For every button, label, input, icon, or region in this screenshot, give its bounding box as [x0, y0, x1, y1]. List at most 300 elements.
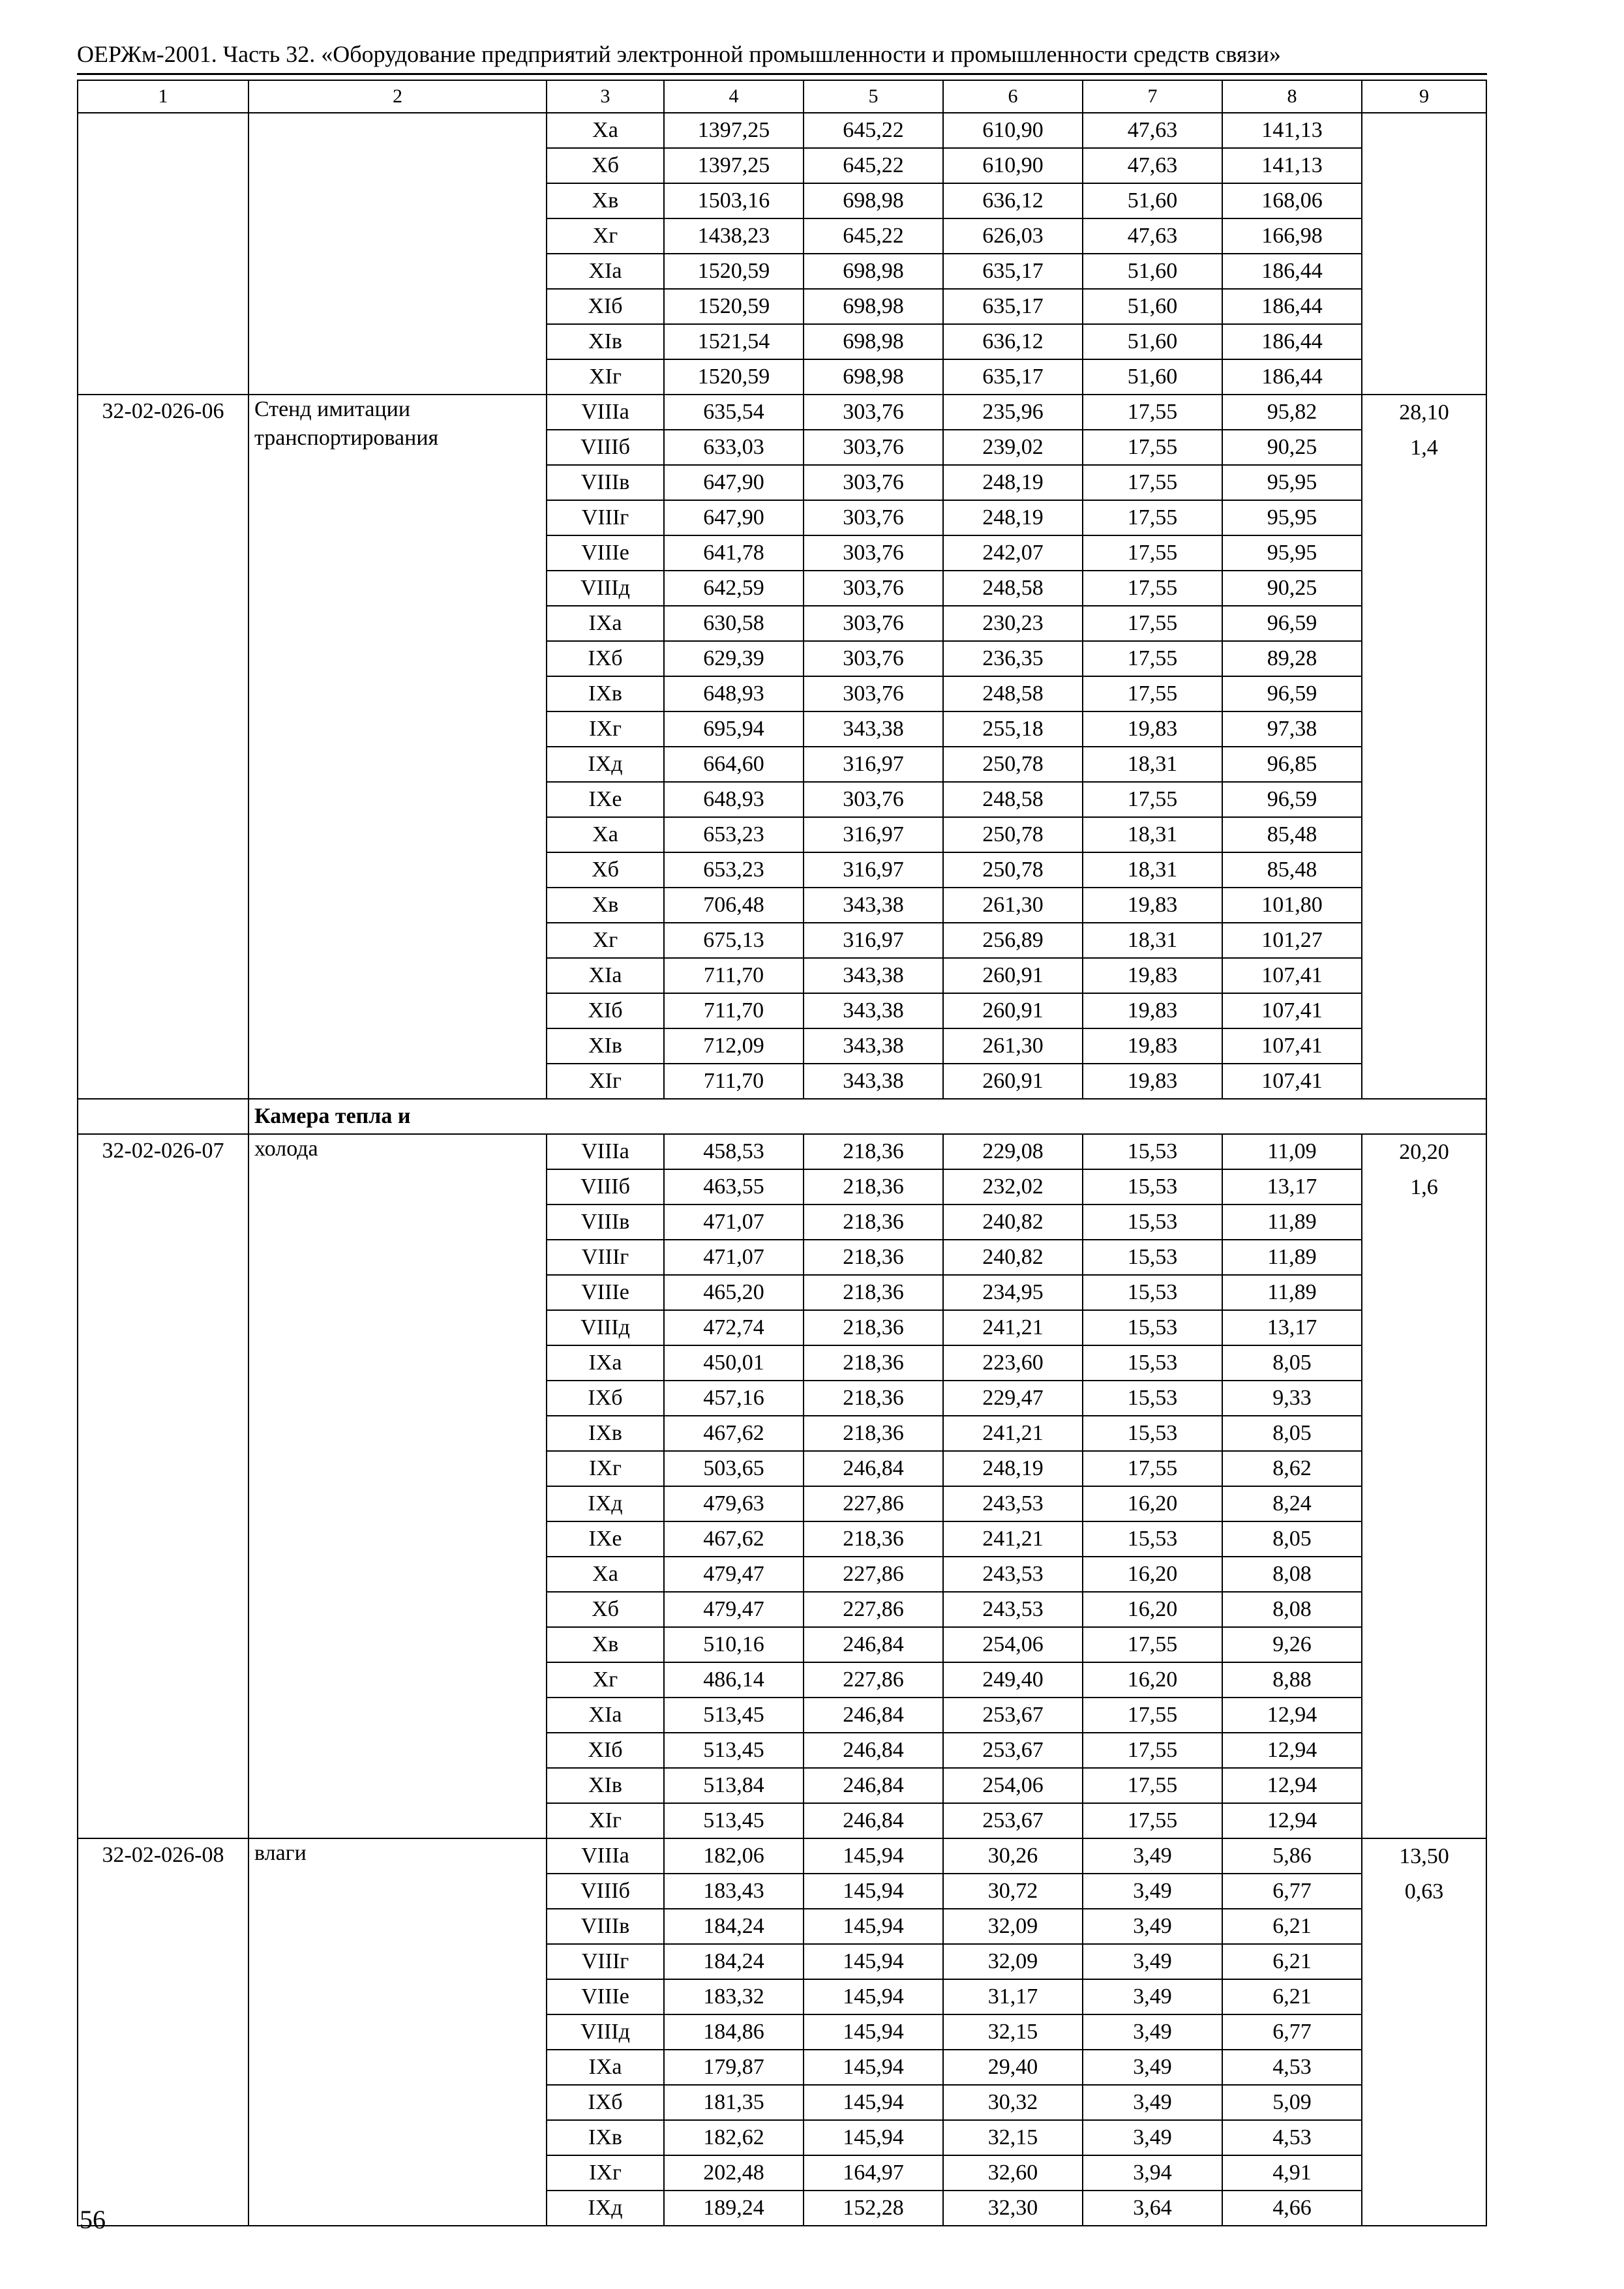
total-cost: 183,43 — [664, 1874, 804, 1909]
total-cost: 1520,59 — [664, 254, 804, 289]
labor-expenditure-cell — [1362, 113, 1486, 395]
machinist-wage: 17,55 — [1083, 1627, 1222, 1662]
machine-cost: 32,15 — [943, 2120, 1083, 2155]
machinist-wage: 19,83 — [1083, 958, 1222, 993]
labor-cost: 227,86 — [804, 1592, 943, 1627]
machinist-wage: 17,55 — [1083, 1768, 1222, 1803]
group-index: IXa — [547, 1345, 664, 1381]
labor-expenditure-cell — [1362, 1134, 1486, 1838]
group-index: IXв — [547, 676, 664, 711]
group-index: Xa — [547, 113, 664, 148]
labor-value: 20,20 — [1399, 1140, 1449, 1164]
materials-cost: 4,91 — [1222, 2155, 1362, 2191]
group-index: Xг — [547, 1662, 664, 1698]
labor-cost: 152,28 — [804, 2191, 943, 2226]
total-cost: 479,47 — [664, 1592, 804, 1627]
machine-cost: 250,78 — [943, 817, 1083, 852]
group-index: VIIIб — [547, 1169, 664, 1204]
materials-cost: 166,98 — [1222, 218, 1362, 254]
materials-cost: 8,05 — [1222, 1345, 1362, 1381]
group-index: VIIIе — [547, 535, 664, 571]
total-cost: 184,86 — [664, 2014, 804, 2050]
labor-cost: 316,97 — [804, 923, 943, 958]
machinist-wage: 16,20 — [1083, 1557, 1222, 1592]
total-cost: 711,70 — [664, 993, 804, 1028]
group-index: IXд — [547, 1486, 664, 1521]
materials-cost: 186,44 — [1222, 289, 1362, 324]
total-cost: 1397,25 — [664, 148, 804, 183]
machine-cost: 223,60 — [943, 1345, 1083, 1381]
section-row — [78, 1099, 1486, 1134]
total-cost: 642,59 — [664, 571, 804, 606]
total-cost: 711,70 — [664, 958, 804, 993]
machinist-wage: 17,55 — [1083, 430, 1222, 465]
machine-cost: 635,17 — [943, 254, 1083, 289]
materials-cost: 12,94 — [1222, 1768, 1362, 1803]
materials-cost: 186,44 — [1222, 254, 1362, 289]
machinist-wage: 3,49 — [1083, 2014, 1222, 2050]
labor-cost: 343,38 — [804, 1028, 943, 1064]
materials-cost: 8,05 — [1222, 1416, 1362, 1451]
table-row — [78, 395, 1486, 430]
labor-cost: 303,76 — [804, 465, 943, 500]
machine-cost: 234,95 — [943, 1275, 1083, 1310]
materials-cost: 5,86 — [1222, 1838, 1362, 1874]
labor-cost: 218,36 — [804, 1275, 943, 1310]
materials-cost: 4,53 — [1222, 2050, 1362, 2085]
total-cost: 706,48 — [664, 888, 804, 923]
materials-cost: 6,77 — [1222, 1874, 1362, 1909]
column-header: 5 — [804, 80, 943, 113]
materials-cost: 12,94 — [1222, 1698, 1362, 1733]
labor-cost: 218,36 — [804, 1134, 943, 1169]
total-cost: 471,07 — [664, 1240, 804, 1275]
machine-cost: 240,82 — [943, 1204, 1083, 1240]
total-cost: 711,70 — [664, 1064, 804, 1099]
machinist-wage: 17,55 — [1083, 641, 1222, 676]
labor-cost: 343,38 — [804, 958, 943, 993]
machinist-wage: 18,31 — [1083, 747, 1222, 782]
materials-cost: 9,26 — [1222, 1627, 1362, 1662]
group-index: XIг — [547, 1064, 664, 1099]
total-cost: 695,94 — [664, 711, 804, 747]
machinist-wage: 3,49 — [1083, 2050, 1222, 2085]
machinist-wage: 3,49 — [1083, 1944, 1222, 1979]
total-cost: 675,13 — [664, 923, 804, 958]
machinist-wage: 19,83 — [1083, 888, 1222, 923]
total-cost: 467,62 — [664, 1416, 804, 1451]
machine-cost: 261,30 — [943, 888, 1083, 923]
materials-cost: 96,85 — [1222, 747, 1362, 782]
labor-cost: 218,36 — [804, 1240, 943, 1275]
labor-cost: 227,86 — [804, 1557, 943, 1592]
column-header: 8 — [1222, 80, 1362, 113]
total-cost: 648,93 — [664, 782, 804, 817]
total-cost: 648,93 — [664, 676, 804, 711]
machine-cost: 248,19 — [943, 500, 1083, 535]
group-index: VIIIг — [547, 500, 664, 535]
machine-cost: 248,58 — [943, 676, 1083, 711]
labor-cost: 145,94 — [804, 1979, 943, 2014]
group-index: XIг — [547, 1803, 664, 1838]
materials-cost: 8,05 — [1222, 1521, 1362, 1557]
machinist-wage: 15,53 — [1083, 1204, 1222, 1240]
labor-cost: 227,86 — [804, 1486, 943, 1521]
group-index: XIв — [547, 1028, 664, 1064]
total-cost: 641,78 — [664, 535, 804, 571]
machinist-wage: 17,55 — [1083, 1451, 1222, 1486]
total-cost: 635,54 — [664, 395, 804, 430]
total-cost: 503,65 — [664, 1451, 804, 1486]
materials-cost: 95,95 — [1222, 465, 1362, 500]
total-cost: 179,87 — [664, 2050, 804, 2085]
labor-cost: 145,94 — [804, 1944, 943, 1979]
materials-cost: 97,38 — [1222, 711, 1362, 747]
labor-cost: 246,84 — [804, 1733, 943, 1768]
total-cost: 479,47 — [664, 1557, 804, 1592]
total-cost: 486,14 — [664, 1662, 804, 1698]
total-cost: 653,23 — [664, 817, 804, 852]
machine-cost: 243,53 — [943, 1557, 1083, 1592]
machinist-wage: 19,83 — [1083, 711, 1222, 747]
total-cost: 458,53 — [664, 1134, 804, 1169]
document-header: ОЕРЖм-2001. Часть 32. «Оборудование предприятий электронной промышленности и промышленности средств связи» — [77, 41, 1281, 67]
machinist-wage: 17,55 — [1083, 535, 1222, 571]
materials-cost: 90,25 — [1222, 430, 1362, 465]
group-index: VIIIе — [547, 1275, 664, 1310]
machine-cost: 260,91 — [943, 993, 1083, 1028]
group-index: Xa — [547, 817, 664, 852]
machinist-wage: 47,63 — [1083, 218, 1222, 254]
total-cost: 467,62 — [664, 1521, 804, 1557]
machinist-wage: 17,55 — [1083, 676, 1222, 711]
group-index: Xв — [547, 183, 664, 218]
machinist-wage: 51,60 — [1083, 183, 1222, 218]
rate-code — [78, 113, 248, 395]
total-cost: 182,06 — [664, 1838, 804, 1874]
machinist-wage: 17,55 — [1083, 606, 1222, 641]
total-cost: 630,58 — [664, 606, 804, 641]
header-rule — [77, 73, 1487, 75]
machine-cost: 260,91 — [943, 1064, 1083, 1099]
machine-cost: 636,12 — [943, 183, 1083, 218]
machinist-wage: 15,53 — [1083, 1275, 1222, 1310]
machine-cost: 254,06 — [943, 1627, 1083, 1662]
group-index: IXе — [547, 1521, 664, 1557]
total-cost: 183,32 — [664, 1979, 804, 2014]
labor-cost: 227,86 — [804, 1662, 943, 1698]
labor-cost: 145,94 — [804, 2085, 943, 2120]
labor-cost: 246,84 — [804, 1698, 943, 1733]
group-index: VIIIб — [547, 430, 664, 465]
machine-cost: 241,21 — [943, 1416, 1083, 1451]
group-index: Xв — [547, 1627, 664, 1662]
labor-cost: 303,76 — [804, 676, 943, 711]
total-cost: 510,16 — [664, 1627, 804, 1662]
group-index: IXг — [547, 711, 664, 747]
labor-cost: 218,36 — [804, 1310, 943, 1345]
machine-cost: 30,72 — [943, 1874, 1083, 1909]
total-cost: 633,03 — [664, 430, 804, 465]
group-index: IXб — [547, 1381, 664, 1416]
group-index: IXв — [547, 1416, 664, 1451]
group-index: XIa — [547, 958, 664, 993]
machine-cost: 249,40 — [943, 1662, 1083, 1698]
rates-table — [77, 80, 1487, 2226]
total-cost: 1520,59 — [664, 359, 804, 395]
materials-cost: 96,59 — [1222, 606, 1362, 641]
group-index: Xв — [547, 888, 664, 923]
group-index: XIв — [547, 324, 664, 359]
materials-cost: 85,48 — [1222, 817, 1362, 852]
group-index: Xб — [547, 1592, 664, 1627]
total-cost: 647,90 — [664, 500, 804, 535]
group-index: IXa — [547, 2050, 664, 2085]
machine-cost: 253,67 — [943, 1803, 1083, 1838]
labor-cost: 303,76 — [804, 430, 943, 465]
labor-expenditure-cell — [1362, 1838, 1486, 2226]
labor-cost: 145,94 — [804, 2014, 943, 2050]
group-index: VIIIг — [547, 1944, 664, 1979]
labor-value: 1,4 — [1410, 436, 1438, 460]
labor-cost: 303,76 — [804, 571, 943, 606]
materials-cost: 107,41 — [1222, 993, 1362, 1028]
labor-value: 13,50 — [1399, 1844, 1449, 1868]
machine-cost: 30,26 — [943, 1838, 1083, 1874]
machine-cost: 32,60 — [943, 2155, 1083, 2191]
materials-cost: 101,80 — [1222, 888, 1362, 923]
materials-cost: 11,09 — [1222, 1134, 1362, 1169]
materials-cost: 5,09 — [1222, 2085, 1362, 2120]
materials-cost: 9,33 — [1222, 1381, 1362, 1416]
labor-cost: 164,97 — [804, 2155, 943, 2191]
total-cost: 479,63 — [664, 1486, 804, 1521]
total-cost: 450,01 — [664, 1345, 804, 1381]
table-row — [78, 1838, 1486, 1874]
total-cost: 647,90 — [664, 465, 804, 500]
group-index: XIб — [547, 993, 664, 1028]
total-cost: 465,20 — [664, 1275, 804, 1310]
machinist-wage: 19,83 — [1083, 1028, 1222, 1064]
machinist-wage: 51,60 — [1083, 254, 1222, 289]
group-index: XIб — [547, 1733, 664, 1768]
machinist-wage: 17,55 — [1083, 1733, 1222, 1768]
group-index: Xг — [547, 218, 664, 254]
labor-cost: 145,94 — [804, 1909, 943, 1944]
labor-value: 1,6 — [1410, 1175, 1438, 1199]
materials-cost: 141,13 — [1222, 113, 1362, 148]
group-index: VIIIa — [547, 395, 664, 430]
machine-cost: 241,21 — [943, 1521, 1083, 1557]
total-cost: 664,60 — [664, 747, 804, 782]
group-index: IXд — [547, 2191, 664, 2226]
group-index: IXд — [547, 747, 664, 782]
column-header: 3 — [547, 80, 664, 113]
group-index: VIIIе — [547, 1979, 664, 2014]
materials-cost: 12,94 — [1222, 1803, 1362, 1838]
materials-cost: 85,48 — [1222, 852, 1362, 888]
machinist-wage: 3,49 — [1083, 1874, 1222, 1909]
total-cost: 202,48 — [664, 2155, 804, 2191]
labor-cost: 218,36 — [804, 1416, 943, 1451]
labor-cost: 698,98 — [804, 254, 943, 289]
materials-cost: 168,06 — [1222, 183, 1362, 218]
machinist-wage: 15,53 — [1083, 1381, 1222, 1416]
rate-code: 32-02-026-08 — [78, 1838, 248, 2226]
group-index: VIIIa — [547, 1134, 664, 1169]
materials-cost: 4,53 — [1222, 2120, 1362, 2155]
materials-cost: 95,95 — [1222, 500, 1362, 535]
group-index: XIг — [547, 359, 664, 395]
total-cost: 629,39 — [664, 641, 804, 676]
total-cost: 1520,59 — [664, 289, 804, 324]
materials-cost: 8,08 — [1222, 1592, 1362, 1627]
labor-expenditure-cell — [1362, 395, 1486, 1099]
machine-cost: 635,17 — [943, 359, 1083, 395]
column-header: 7 — [1083, 80, 1222, 113]
machine-cost: 241,21 — [943, 1310, 1083, 1345]
machine-cost: 248,58 — [943, 782, 1083, 817]
materials-cost: 8,24 — [1222, 1486, 1362, 1521]
group-index: IXе — [547, 782, 664, 817]
labor-cost: 316,97 — [804, 817, 943, 852]
materials-cost: 8,88 — [1222, 1662, 1362, 1698]
machine-cost: 250,78 — [943, 747, 1083, 782]
materials-cost: 13,17 — [1222, 1169, 1362, 1204]
materials-cost: 11,89 — [1222, 1204, 1362, 1240]
machine-cost: 248,19 — [943, 1451, 1083, 1486]
group-index: Xa — [547, 1557, 664, 1592]
machine-cost: 32,30 — [943, 2191, 1083, 2226]
machinist-wage: 3,49 — [1083, 2085, 1222, 2120]
rate-code: 32-02-026-06 — [78, 395, 248, 1099]
labor-cost: 218,36 — [804, 1169, 943, 1204]
labor-value: 0,63 — [1404, 1879, 1444, 1904]
machinist-wage: 15,53 — [1083, 1134, 1222, 1169]
machinist-wage: 3,64 — [1083, 2191, 1222, 2226]
machinist-wage: 16,20 — [1083, 1592, 1222, 1627]
materials-cost: 107,41 — [1222, 1028, 1362, 1064]
labor-cost: 316,97 — [804, 747, 943, 782]
equipment-name: Стенд имитации транспортирования — [248, 395, 547, 1099]
materials-cost: 186,44 — [1222, 324, 1362, 359]
materials-cost: 13,17 — [1222, 1310, 1362, 1345]
group-index: VIIIг — [547, 1240, 664, 1275]
machinist-wage: 51,60 — [1083, 289, 1222, 324]
machine-cost: 242,07 — [943, 535, 1083, 571]
machinist-wage: 17,55 — [1083, 571, 1222, 606]
labor-cost: 645,22 — [804, 113, 943, 148]
group-index: IXб — [547, 2085, 664, 2120]
materials-cost: 89,28 — [1222, 641, 1362, 676]
labor-cost: 218,36 — [804, 1345, 943, 1381]
total-cost: 457,16 — [664, 1381, 804, 1416]
machinist-wage: 15,53 — [1083, 1310, 1222, 1345]
materials-cost: 8,62 — [1222, 1451, 1362, 1486]
labor-cost: 145,94 — [804, 2050, 943, 2085]
machinist-wage: 17,55 — [1083, 1803, 1222, 1838]
labor-cost: 218,36 — [804, 1521, 943, 1557]
machine-cost: 256,89 — [943, 923, 1083, 958]
labor-cost: 343,38 — [804, 711, 943, 747]
labor-cost: 303,76 — [804, 641, 943, 676]
materials-cost: 6,21 — [1222, 1979, 1362, 2014]
machinist-wage: 47,63 — [1083, 113, 1222, 148]
machine-cost: 253,67 — [943, 1733, 1083, 1768]
machine-cost: 31,17 — [943, 1979, 1083, 2014]
group-index: Xб — [547, 148, 664, 183]
machine-cost: 261,30 — [943, 1028, 1083, 1064]
machine-cost: 254,06 — [943, 1768, 1083, 1803]
group-index: IXa — [547, 606, 664, 641]
machinist-wage: 17,55 — [1083, 500, 1222, 535]
section-code-cell — [78, 1099, 248, 1134]
materials-cost: 6,21 — [1222, 1909, 1362, 1944]
column-header: 9 — [1362, 80, 1486, 113]
machine-cost: 230,23 — [943, 606, 1083, 641]
group-index: VIIIд — [547, 1310, 664, 1345]
table-row — [78, 1134, 1486, 1169]
labor-cost: 246,84 — [804, 1803, 943, 1838]
materials-cost: 6,21 — [1222, 1944, 1362, 1979]
machinist-wage: 3,49 — [1083, 2120, 1222, 2155]
group-index: VIIIб — [547, 1874, 664, 1909]
machine-cost: 243,53 — [943, 1486, 1083, 1521]
labor-cost: 303,76 — [804, 500, 943, 535]
materials-cost: 96,59 — [1222, 782, 1362, 817]
total-cost: 513,84 — [664, 1768, 804, 1803]
machine-cost: 229,47 — [943, 1381, 1083, 1416]
machinist-wage: 19,83 — [1083, 1064, 1222, 1099]
total-cost: 181,35 — [664, 2085, 804, 2120]
machinist-wage: 15,53 — [1083, 1521, 1222, 1557]
machine-cost: 236,35 — [943, 641, 1083, 676]
machine-cost: 229,08 — [943, 1134, 1083, 1169]
machinist-wage: 16,20 — [1083, 1662, 1222, 1698]
machinist-wage: 15,53 — [1083, 1240, 1222, 1275]
total-cost: 184,24 — [664, 1944, 804, 1979]
machine-cost: 250,78 — [943, 852, 1083, 888]
machinist-wage: 17,55 — [1083, 1698, 1222, 1733]
group-index: VIIIд — [547, 2014, 664, 2050]
machine-cost: 240,82 — [943, 1240, 1083, 1275]
column-header: 6 — [943, 80, 1083, 113]
total-cost: 182,62 — [664, 2120, 804, 2155]
machine-cost: 635,17 — [943, 289, 1083, 324]
labor-cost: 145,94 — [804, 2120, 943, 2155]
machinist-wage: 3,49 — [1083, 1838, 1222, 1874]
group-index: IXг — [547, 1451, 664, 1486]
column-header: 1 — [78, 80, 248, 113]
total-cost: 513,45 — [664, 1698, 804, 1733]
labor-cost: 145,94 — [804, 1874, 943, 1909]
machine-cost: 29,40 — [943, 2050, 1083, 2085]
column-header: 4 — [664, 80, 804, 113]
table-body — [78, 113, 1486, 2226]
equipment-name: влаги — [248, 1838, 547, 2226]
labor-cost: 218,36 — [804, 1381, 943, 1416]
machine-cost: 260,91 — [943, 958, 1083, 993]
machinist-wage: 18,31 — [1083, 852, 1222, 888]
total-cost: 471,07 — [664, 1204, 804, 1240]
materials-cost: 11,89 — [1222, 1240, 1362, 1275]
materials-cost: 90,25 — [1222, 571, 1362, 606]
materials-cost: 141,13 — [1222, 148, 1362, 183]
machinist-wage: 3,94 — [1083, 2155, 1222, 2191]
machinist-wage: 3,49 — [1083, 1909, 1222, 1944]
total-cost: 653,23 — [664, 852, 804, 888]
machine-cost: 253,67 — [943, 1698, 1083, 1733]
